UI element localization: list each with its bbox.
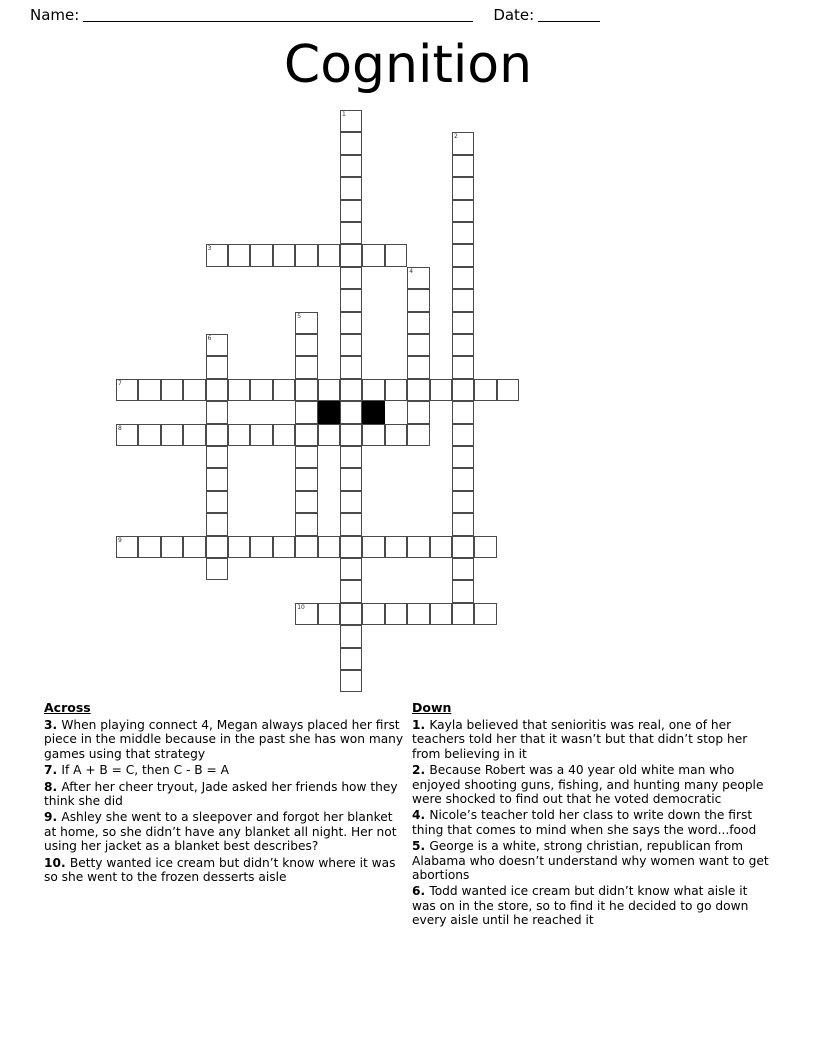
grid-cell[interactable] [295, 379, 317, 401]
clue-number: 7. [44, 763, 62, 778]
grid-cell[interactable] [318, 424, 340, 446]
grid-cell[interactable] [430, 379, 452, 401]
down-clue-2 [412, 763, 772, 806]
down-clue-6 [412, 884, 772, 927]
grid-cell[interactable] [250, 244, 272, 266]
grid-cell[interactable] [340, 491, 362, 513]
grid-cell[interactable] [407, 289, 429, 311]
grid-cell[interactable] [452, 379, 474, 401]
grid-cell[interactable] [452, 222, 474, 244]
grid-cell[interactable] [474, 379, 496, 401]
grid-cell[interactable] [206, 558, 228, 580]
grid-cell[interactable] [340, 379, 362, 401]
grid-cell[interactable] [206, 468, 228, 490]
grid-cell[interactable] [183, 424, 205, 446]
clue-number: 2. [412, 763, 430, 778]
grid-cell[interactable] [407, 536, 429, 558]
clue-number: 6. [412, 884, 430, 899]
grid-cell[interactable] [340, 558, 362, 580]
grid-cell[interactable] [295, 356, 317, 378]
grid-cell[interactable] [273, 536, 295, 558]
grid-cell[interactable] [340, 468, 362, 490]
grid-cell[interactable] [452, 513, 474, 535]
clue-text: When playing connect 4, Megan always placed her first piece in the middle because in the past she has won many games using that strategy [44, 718, 404, 761]
grid-cell[interactable] [116, 379, 138, 401]
grid-cell[interactable] [206, 513, 228, 535]
grid-cell[interactable] [340, 424, 362, 446]
grid-cell[interactable] [228, 379, 250, 401]
grid-cell-number: 1 [342, 111, 346, 118]
grid-cell[interactable] [340, 446, 362, 468]
grid-cell[interactable] [206, 244, 228, 266]
grid-cell[interactable] [452, 536, 474, 558]
across-clue-3 [44, 718, 404, 761]
across-clues-column [44, 700, 404, 886]
grid-cell[interactable] [452, 289, 474, 311]
grid-cell[interactable] [340, 267, 362, 289]
grid-cell[interactable] [452, 356, 474, 378]
grid-cell[interactable] [273, 424, 295, 446]
grid-cell[interactable] [161, 379, 183, 401]
grid-cell[interactable] [340, 536, 362, 558]
grid-cell-number: 10 [297, 603, 305, 611]
grid-cell[interactable] [452, 244, 474, 266]
down-clue-4 [412, 808, 772, 837]
grid-cell[interactable] [407, 312, 429, 334]
grid-cell[interactable] [183, 536, 205, 558]
grid-cell[interactable] [452, 177, 474, 199]
grid-cell[interactable] [385, 379, 407, 401]
grid-cell[interactable] [497, 379, 519, 401]
grid-cell[interactable] [340, 670, 362, 692]
grid-cell[interactable] [362, 244, 384, 266]
grid-cell[interactable] [452, 446, 474, 468]
grid-cell[interactable] [295, 244, 317, 266]
grid-cell-blocked [362, 401, 384, 423]
grid-cell-number: 5 [297, 312, 302, 320]
grid-cell[interactable] [340, 334, 362, 356]
grid-cell[interactable] [474, 536, 496, 558]
clue-text: After her cheer tryout, Jade asked her friends how they think she did [44, 779, 398, 809]
clue-number: 8. [44, 779, 62, 794]
grid-cell[interactable] [273, 244, 295, 266]
grid-cell[interactable] [340, 289, 362, 311]
clue-number: 9. [44, 810, 62, 825]
grid-cell[interactable] [407, 334, 429, 356]
across-clue-9 [44, 810, 404, 853]
grid-cell[interactable] [340, 312, 362, 334]
date-label: Date: [493, 6, 535, 24]
grid-cell[interactable] [206, 356, 228, 378]
grid-cell[interactable] [138, 536, 160, 558]
grid-cell[interactable] [318, 379, 340, 401]
grid-cell[interactable] [250, 536, 272, 558]
across-clue-8 [44, 780, 404, 809]
grid-cell[interactable] [474, 603, 496, 625]
clues-section [0, 700, 816, 980]
grid-cell[interactable] [340, 222, 362, 244]
grid-cell[interactable] [138, 424, 160, 446]
down-clues-column [412, 700, 772, 930]
grid-cell[interactable] [340, 603, 362, 625]
grid-cell[interactable] [452, 155, 474, 177]
clue-text: Because Robert was a 40 year old white man who enjoyed shooting guns, fishing, and hunting many people were shocked to find out that he voted democratic [412, 763, 764, 807]
grid-cell[interactable] [407, 401, 429, 423]
clue-number: 3. [44, 718, 62, 732]
grid-cell[interactable] [452, 334, 474, 356]
grid-cell[interactable] [295, 536, 317, 558]
grid-cell[interactable] [407, 267, 429, 289]
grid-cell[interactable] [295, 312, 317, 334]
clue-number: 1. [412, 718, 430, 732]
grid-cell[interactable] [340, 513, 362, 535]
grid-cell[interactable] [116, 424, 138, 446]
down-clue-1 [412, 718, 772, 761]
grid-cell[interactable] [206, 491, 228, 513]
grid-cell[interactable] [340, 132, 362, 154]
grid-cell[interactable] [340, 177, 362, 199]
grid-cell[interactable] [138, 379, 160, 401]
down-heading: Down [412, 700, 452, 715]
grid-cell[interactable] [340, 200, 362, 222]
grid-cell[interactable] [228, 536, 250, 558]
grid-cell[interactable] [273, 379, 295, 401]
grid-cell[interactable] [318, 244, 340, 266]
grid-cell[interactable] [452, 580, 474, 602]
grid-cell[interactable] [407, 424, 429, 446]
grid-cell[interactable] [407, 356, 429, 378]
grid-cell[interactable] [206, 536, 228, 558]
grid-cell[interactable] [385, 424, 407, 446]
grid-cell[interactable] [385, 244, 407, 266]
grid-cell[interactable] [318, 603, 340, 625]
grid-cell[interactable] [250, 424, 272, 446]
grid-cell[interactable] [206, 334, 228, 356]
grid-cell[interactable] [452, 424, 474, 446]
grid-cell-blocked [318, 401, 340, 423]
grid-cell[interactable] [295, 424, 317, 446]
grid-cell[interactable] [407, 379, 429, 401]
grid-cell[interactable] [161, 536, 183, 558]
grid-cell[interactable] [228, 424, 250, 446]
grid-cell[interactable] [340, 356, 362, 378]
clue-number: 10. [44, 855, 70, 870]
down-clue-list [412, 718, 772, 928]
grid-cell[interactable] [452, 267, 474, 289]
grid-cell[interactable] [407, 603, 429, 625]
clue-text: Ashley she went to a sleepover and forgot her blanket at home, so she didn’t have any blanket all night. Her not using her jacket as a blanket best describes? [44, 810, 397, 854]
grid-cell[interactable] [206, 446, 228, 468]
grid-cell[interactable] [183, 379, 205, 401]
grid-cell[interactable] [452, 132, 474, 154]
grid-cell[interactable] [318, 536, 340, 558]
grid-cell[interactable] [362, 603, 384, 625]
grid-cell[interactable] [250, 379, 272, 401]
grid-cell[interactable] [206, 379, 228, 401]
grid-cell[interactable] [340, 401, 362, 423]
grid-cell[interactable] [452, 200, 474, 222]
name-label: Name: [30, 6, 80, 24]
grid-cell[interactable] [295, 446, 317, 468]
across-clue-list [44, 718, 404, 884]
grid-cell[interactable] [161, 424, 183, 446]
grid-cell[interactable] [295, 401, 317, 423]
grid-cell[interactable] [430, 536, 452, 558]
down-clue-5 [412, 839, 772, 882]
grid-cell[interactable] [295, 491, 317, 513]
grid-cell[interactable] [295, 334, 317, 356]
grid-cell[interactable] [362, 536, 384, 558]
clue-number: 4. [412, 808, 430, 823]
grid-cell-number: 6 [207, 335, 212, 342]
clue-text: If A + B = C, then C - B = A [61, 763, 229, 778]
grid-cell[interactable] [452, 312, 474, 334]
grid-cell[interactable] [206, 424, 228, 446]
across-clue-10 [44, 856, 404, 885]
grid-cell[interactable] [430, 603, 452, 625]
grid-cell-number: 9 [118, 536, 122, 544]
grid-cell[interactable] [295, 513, 317, 535]
across-clue-7 [44, 763, 404, 777]
grid-cell[interactable] [452, 401, 474, 423]
grid-cell[interactable] [452, 491, 474, 513]
grid-cell[interactable] [362, 424, 384, 446]
grid-cell[interactable] [295, 603, 317, 625]
clue-text: Kayla believed that senioritis was real, one of her teachers told her that it wasn’t but that didn’t stop her from believing in it [412, 718, 748, 761]
grid-cell[interactable] [340, 110, 362, 132]
grid-cell[interactable] [206, 401, 228, 423]
grid-cell[interactable] [340, 155, 362, 177]
grid-cell[interactable] [452, 558, 474, 580]
clue-text: George is a white, strong christian, republican from Alabama who doesn’t understand why women want to get abortions [412, 839, 769, 883]
page-title: Cognition [283, 35, 533, 95]
grid-cell[interactable] [340, 648, 362, 670]
grid-cell[interactable] [228, 244, 250, 266]
grid-cell-number: 2 [454, 133, 458, 141]
clue-text: Todd wanted ice cream but didn’t know what aisle it was on in the store, so to find it he decided to go down every aisle until he reached it [412, 884, 749, 928]
grid-cell[interactable] [295, 468, 317, 490]
across-heading: Across [44, 700, 91, 715]
grid-cell-number: 8 [118, 424, 122, 432]
grid-cell[interactable] [385, 536, 407, 558]
clue-number: 5. [412, 839, 430, 854]
grid-cell[interactable] [385, 603, 407, 625]
grid-cell[interactable] [116, 536, 138, 558]
grid-cell[interactable] [340, 625, 362, 647]
clue-text: Nicole’s teacher told her class to write down the first thing that comes to mind when she says the word...food [412, 808, 757, 837]
grid-cell-number: 3 [207, 245, 212, 253]
grid-cell[interactable] [340, 580, 362, 602]
grid-cell-number: 4 [409, 267, 414, 275]
grid-cell[interactable] [340, 244, 362, 266]
grid-cell[interactable] [452, 603, 474, 625]
grid-cell[interactable] [362, 379, 384, 401]
grid-cell[interactable] [452, 468, 474, 490]
clue-text: Betty wanted ice cream but didn’t know where it was so she went to the frozen desserts aisle [44, 855, 396, 885]
grid-cell-number: 7 [118, 379, 122, 387]
